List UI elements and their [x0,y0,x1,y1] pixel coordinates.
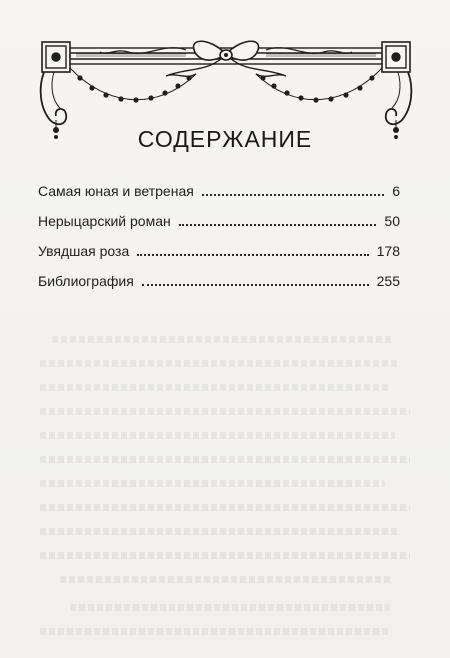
table-of-contents [38,183,400,303]
toc-entry-title: Библиография [38,273,134,289]
bleed-through-line [52,336,392,343]
dot-leader [202,194,384,196]
bleed-through-line [40,504,410,511]
bleed-through-line [40,552,410,559]
dot-leader [142,284,369,286]
page-title: СОДЕРЖАНИЕ [137,126,313,152]
toc-entry-page: 6 [392,183,400,199]
dot-leader [137,254,368,256]
toc-entry[interactable] [38,183,400,213]
bleed-through-line [40,528,400,535]
bleed-through-line [40,408,410,415]
bleed-through-line [40,432,395,439]
bleed-through-line [40,456,410,463]
toc-entry-title: Увядшая роза [38,243,130,259]
ribbon-garland-ornament [36,28,416,140]
bleed-through-line [70,604,390,611]
toc-entry-title: Нерыцарский роман [38,213,171,229]
toc-entry[interactable] [38,213,400,243]
toc-entry-page: 50 [384,213,400,229]
toc-entry-page: 178 [376,243,400,259]
bleed-through-line [40,480,385,487]
toc-entry-title: Самая юная и ветреная [38,183,194,199]
dot-leader [179,224,377,226]
bleed-through-line [40,628,390,635]
bleed-through-line [40,360,400,367]
toc-entry[interactable] [38,243,400,273]
bleed-through-line [40,384,390,391]
bleed-through-line [60,576,390,583]
toc-entry[interactable] [38,273,400,303]
toc-entry-page: 255 [376,273,400,289]
